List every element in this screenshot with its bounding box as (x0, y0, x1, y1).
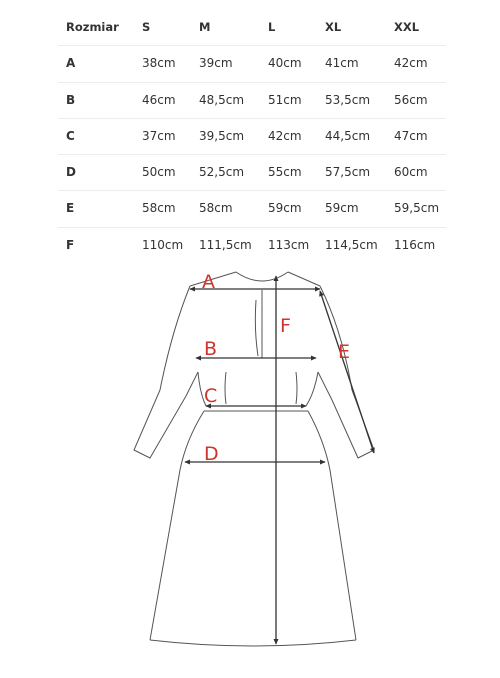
table-cell: 60cm (394, 165, 428, 180)
table-cell: 55cm (268, 165, 302, 180)
header-size-xl: XL (325, 20, 342, 34)
header-rozmiar: Rozmiar (66, 20, 119, 34)
table-cell: 56cm (394, 92, 428, 107)
table-cell: 42cm (394, 56, 428, 71)
table-cell: 41cm (325, 56, 359, 71)
table-cell: 37cm (142, 128, 176, 143)
table-cell: 51cm (268, 92, 302, 107)
table-row (58, 46, 446, 82)
measurement-label-e: E (338, 341, 351, 363)
table-row (58, 228, 446, 263)
table-cell: 59cm (268, 201, 302, 216)
table-cell: 52,5cm (199, 165, 245, 180)
dress-outline (134, 272, 374, 646)
table-cell: 42cm (268, 128, 302, 143)
table-cell: 48,5cm (199, 92, 245, 107)
table-row (58, 119, 446, 155)
table-cell: 116cm (394, 237, 436, 252)
row-label: C (66, 128, 75, 143)
table-cell: 59,5cm (394, 201, 440, 216)
header-size-s: S (142, 20, 151, 34)
table-cell: 58cm (199, 201, 233, 216)
table-cell: 46cm (142, 92, 176, 107)
dress-measurement-diagram (0, 262, 500, 672)
table-cell: 44,5cm (325, 128, 371, 143)
header-size-l: L (268, 20, 276, 34)
table-cell: 113cm (268, 237, 310, 252)
table-cell: 111,5cm (199, 237, 252, 252)
table-row (58, 191, 446, 227)
header-size-m: M (199, 20, 211, 34)
table-header-row (58, 10, 446, 46)
row-label: F (66, 237, 75, 252)
table-cell: 39cm (199, 56, 233, 71)
table-cell: 59cm (325, 201, 359, 216)
row-label: E (66, 201, 75, 216)
row-label: B (66, 92, 76, 107)
table-cell: 58cm (142, 201, 176, 216)
measurement-label-b: B (204, 338, 218, 360)
table-cell: 57,5cm (325, 165, 371, 180)
measurement-label-a: A (202, 271, 215, 293)
table-cell: 40cm (268, 56, 302, 71)
size-table (58, 10, 446, 263)
header-size-xxl: XXL (394, 20, 420, 34)
table-cell: 114,5cm (325, 237, 378, 252)
table-cell: 50cm (142, 165, 176, 180)
table-cell: 53,5cm (325, 92, 371, 107)
table-row (58, 155, 446, 191)
table-row (58, 83, 446, 119)
table-cell: 39,5cm (199, 128, 245, 143)
row-label: D (66, 165, 76, 180)
table-cell: 110cm (142, 237, 184, 252)
table-cell: 38cm (142, 56, 176, 71)
measurement-label-f: F (280, 315, 291, 337)
measurement-label-d: D (204, 443, 219, 465)
row-label: A (66, 56, 76, 71)
measurement-label-c: C (204, 385, 218, 407)
table-cell: 47cm (394, 128, 428, 143)
